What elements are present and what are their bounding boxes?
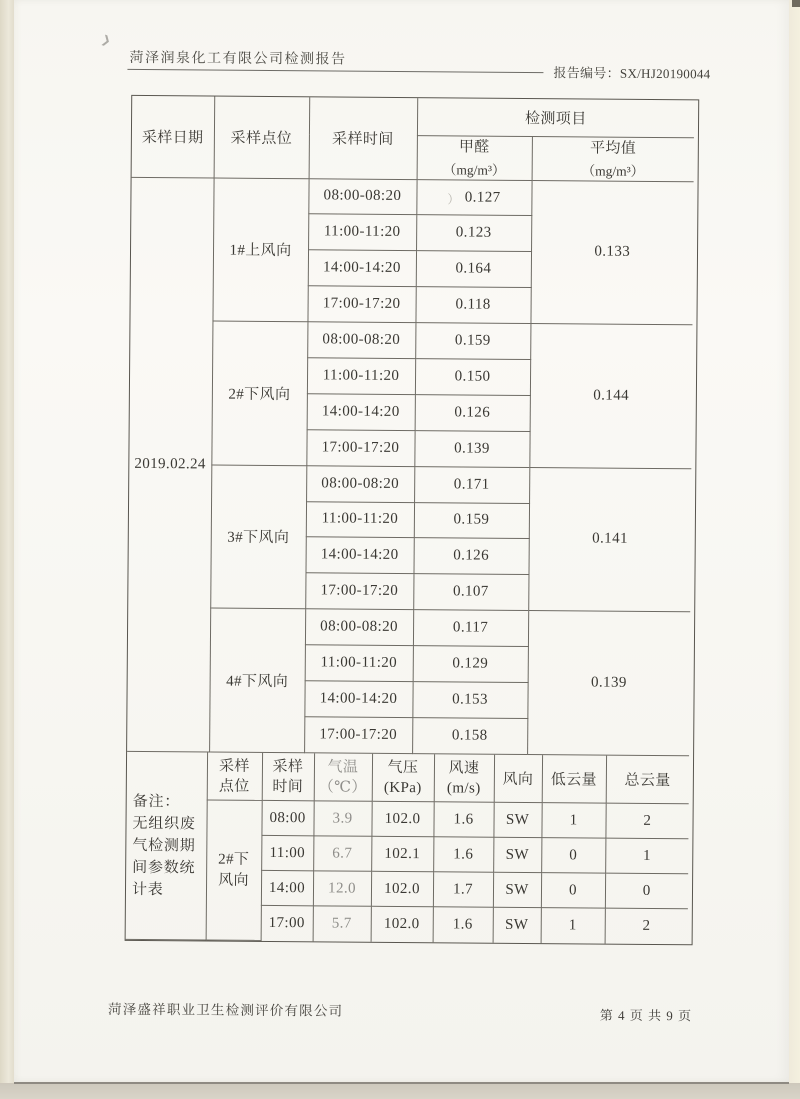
col-header-pressure (372, 754, 434, 802)
average-cell: 0.133 (530, 180, 693, 325)
point-cell: 1#上风向 (212, 178, 308, 322)
document-title: 菏泽润泉化工有限公司检测报告 (129, 50, 347, 68)
scan-bottom-shadow (0, 1083, 800, 1099)
low-cloud-cell: 0 (541, 873, 605, 909)
value-cell: 0.159 (414, 502, 529, 539)
low-cloud-cell: 1 (541, 803, 605, 839)
table-row (130, 320, 692, 360)
col-header-time (262, 753, 314, 801)
value-cell: 0.129 (413, 646, 528, 683)
value-cell: 0.159 (415, 323, 530, 360)
pressure-cell: 102.0 (371, 802, 433, 837)
value-text: 0.127 (464, 189, 501, 206)
col-header-low-cloud: 低云量 (542, 755, 606, 804)
time-cell: 14:00-14:20 (304, 681, 412, 718)
time-cell: 08:00 (261, 801, 313, 836)
wind-speed-cell: 1.6 (433, 837, 493, 872)
average-unit: （mg/m³） (581, 162, 645, 179)
pressure-cell: 102.0 (371, 872, 433, 907)
scan-artifact: ） (447, 192, 460, 207)
temperature-cell: 12.0 (313, 871, 371, 906)
total-cloud-cell: 2 (642, 917, 651, 934)
formaldehyde-unit: （mg/m³） (442, 161, 506, 178)
emission-results-table (127, 96, 694, 756)
report-number (553, 62, 711, 82)
header-line2: （℃） (318, 778, 367, 796)
time-cell: 14:00-14:20 (307, 394, 415, 431)
value-cell: 0.153 (412, 682, 527, 719)
low-cloud-cell: 0 (541, 838, 605, 874)
value-cell: 0.118 (415, 287, 530, 324)
table-row (128, 608, 690, 648)
header-line1: 气压 (387, 759, 419, 776)
header-line2: (m/s) (446, 779, 481, 797)
total-cloud-cell: 1 (605, 838, 688, 874)
scan-corner-mark (792, 0, 800, 7)
col-header-sample-date: 采样日期 (132, 96, 215, 178)
pen-mark: ❯ (99, 32, 113, 48)
report-number-value: SX/HJ20190044 (619, 65, 711, 82)
time-cell: 11:00-11:20 (306, 501, 414, 538)
col-header-total-cloud: 总云量 (606, 755, 689, 804)
wind-speed-cell: 1.6 (433, 907, 493, 942)
temperature-cell: 5.7 (313, 906, 371, 941)
temperature-cell: 3.9 (313, 801, 371, 836)
time-cell: 08:00-08:20 (305, 609, 413, 646)
header-line2: (KPa) (383, 779, 422, 796)
time-cell: 14:00-14:20 (305, 537, 413, 574)
remarks-body: 无组织废气检测期间参数统计表 (131, 815, 196, 898)
wind-speed-cell: 1.7 (433, 872, 493, 907)
report-number-label: 报告编号： (553, 65, 621, 81)
weather-row (126, 800, 688, 839)
col-header-sample-point: 采样点位 (214, 97, 310, 179)
value-cell: 0.126 (415, 394, 530, 431)
point-cell: 2#下风向 (211, 321, 307, 465)
page-content (6, 0, 789, 1085)
col-header-point (207, 752, 262, 800)
col-header-wind-speed (434, 754, 494, 802)
value-cell: 0.126 (413, 538, 528, 575)
wind-direction-cell: SW (493, 802, 541, 837)
time-cell: 17:00-17:20 (304, 717, 412, 754)
wind-direction-cell: SW (493, 907, 541, 942)
time-cell: 17:00-17:20 (305, 573, 413, 610)
pressure-cell: 102.1 (371, 837, 433, 872)
time-cell: 11:00-11:20 (305, 645, 413, 682)
header-line1: 气温 (327, 758, 359, 776)
col-header-average (532, 136, 694, 181)
value-cell: 0.139 (414, 430, 529, 467)
value-cell: 0.123 (416, 215, 531, 252)
value-cell: 0.107 (413, 574, 528, 611)
point-text: 2#下风向 (218, 851, 250, 889)
wind-direction-cell: SW (493, 872, 541, 907)
col-header-sample-time: 采样时间 (309, 97, 418, 179)
low-cloud-cell: 1 (541, 908, 605, 944)
time-cell: 08:00-08:20 (306, 465, 414, 502)
date-cell: 2019.02.24 (127, 177, 214, 752)
time-cell: 14:00 (261, 871, 313, 906)
point-cell: 3#下风向 (210, 465, 306, 609)
remarks-cell (126, 752, 207, 941)
formaldehyde-label: 甲醛 (458, 138, 490, 156)
time-cell: 11:00 (261, 836, 313, 871)
average-cell: 0.144 (529, 324, 692, 469)
wind-speed-cell: 1.6 (433, 802, 493, 837)
value-cell: 0.164 (416, 251, 531, 288)
time-cell: 11:00-11:20 (307, 358, 415, 395)
scan-right-page-edge (789, 0, 800, 1085)
col-header-temperature (314, 753, 372, 801)
header-line1: 采样 (219, 758, 250, 775)
wind-direction-cell: SW (493, 837, 541, 872)
col-header-formaldehyde (417, 135, 532, 180)
col-header-test-items: 检测项目 (417, 98, 694, 137)
pressure-cell: 102.0 (371, 907, 433, 942)
average-label: 平均值 (589, 139, 637, 157)
value-cell: 0.150 (415, 359, 530, 396)
document-page (14, 0, 789, 1084)
value-cell: 0.117 (413, 610, 528, 647)
time-cell: 17:00 (261, 906, 313, 941)
header-line1: 风速 (448, 759, 480, 777)
value-cell: 0.171 (414, 466, 529, 503)
table-row (131, 177, 693, 217)
value-cell (416, 179, 531, 216)
temperature-cell: 6.7 (313, 836, 371, 871)
remarks-title: 备注： (132, 793, 181, 810)
total-cloud-cell: 0 (605, 873, 688, 909)
header-line1: 采样 (272, 758, 304, 775)
average-cell: 0.139 (527, 611, 690, 756)
point-cell: 4#下风向 (209, 608, 305, 752)
weather-parameters-table (126, 752, 689, 945)
time-cell: 08:00-08:20 (307, 322, 415, 359)
time-cell: 11:00-11:20 (308, 214, 416, 251)
average-cell: 0.141 (528, 467, 691, 612)
header-line2: 时间 (272, 778, 304, 795)
total-cloud-cell: 2 (605, 803, 688, 839)
col-header-wind-direction: 风向 (494, 754, 542, 802)
time-cell: 14:00-14:20 (308, 250, 416, 287)
header-rule (127, 69, 543, 73)
footer-company-name: 菏泽盛祥职业卫生检测评价有限公司 (108, 1001, 344, 1019)
time-cell: 08:00-08:20 (308, 178, 416, 215)
tables-container (125, 95, 700, 946)
header-line2: 点位 (218, 778, 250, 795)
time-cell: 17:00-17:20 (307, 286, 415, 323)
weather-header-row (127, 752, 689, 804)
point-cell (206, 800, 262, 940)
footer-page-number: 第 4 页 共 9 页 (599, 1007, 693, 1024)
table-header-row (132, 96, 694, 137)
table-row (129, 464, 691, 504)
value-cell: 0.158 (412, 717, 527, 754)
time-cell: 17:00-17:20 (306, 429, 414, 466)
